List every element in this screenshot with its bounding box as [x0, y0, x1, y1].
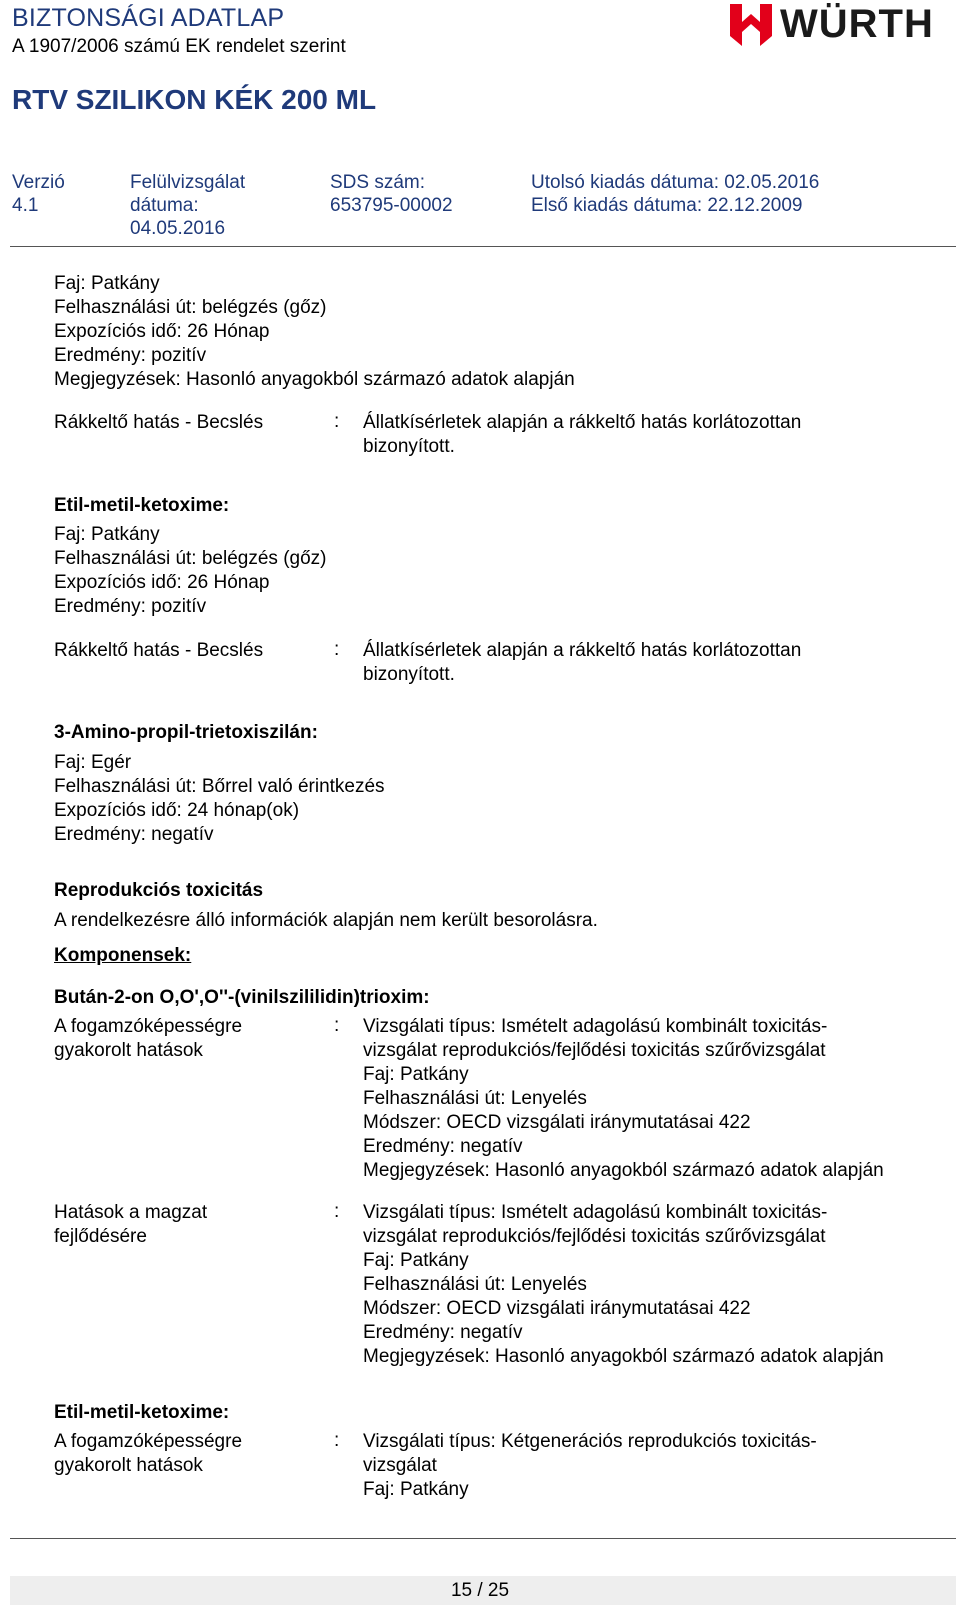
classification-statement: A rendelkezésre álló információk alapján nem került besorolásra. — [54, 910, 598, 931]
label-line: Hatások a magzat — [54, 1202, 208, 1223]
detail-line: Faj: Patkány — [54, 273, 160, 294]
regulation-subtitle: A 1907/2006 számú EK rendelet szerint — [12, 36, 346, 57]
version-label: Verzió — [12, 172, 65, 193]
fertility-details — [363, 1430, 817, 1502]
assessment-line: bizonyított. — [363, 664, 455, 685]
assessment-line: bizonyított. — [363, 436, 455, 457]
detail-line: Eredmény: negatív — [54, 824, 214, 845]
label-line: A fogamzóképességre — [54, 1016, 243, 1037]
detail-line: Vizsgálati típus: Ismételt adagolású kombinált toxicitás- — [363, 1202, 828, 1223]
detail-line: Faj: Patkány — [363, 1064, 469, 1085]
sds-number: 653795-00002 — [330, 195, 453, 216]
detail-line: vizsgálat — [363, 1455, 437, 1476]
detail-line: Faj: Egér — [54, 752, 132, 773]
colon-separator: : — [334, 1430, 340, 1451]
detail-line: Expozíciós idő: 24 hónap(ok) — [54, 800, 300, 821]
colon-separator: : — [334, 1015, 340, 1036]
label-line: gyakorolt hatások — [54, 1455, 203, 1476]
section-heading: Reprodukciós toxicitás — [54, 880, 264, 901]
detail-line: Eredmény: pozitív — [54, 345, 207, 366]
assessment-label: Rákkeltő hatás - Becslés — [54, 412, 264, 433]
detail-line: Eredmény: pozitív — [54, 596, 207, 617]
brand-name: WÜRTH — [780, 2, 934, 46]
component-heading: Bután-2-on O,O',O''-(vinilszililidin)trioxim: — [54, 987, 430, 1008]
section3-details — [54, 751, 385, 847]
detail-line: Vizsgálati típus: Ismételt adagolású kombinált toxicitás- — [363, 1016, 828, 1037]
detail-line: Módszer: OECD vizsgálati iránymutatásai 422 — [363, 1298, 751, 1319]
components-label: Komponensek: — [54, 945, 192, 966]
detail-line: vizsgálat reprodukciós/fejlődési toxicitás szűrővizsgálat — [363, 1226, 826, 1247]
component-heading: 3-Amino-propil-trietoxiszilán: — [54, 722, 318, 743]
label-line: gyakorolt hatások — [54, 1040, 203, 1061]
colon-separator: : — [334, 639, 340, 660]
fetal-development-label — [54, 1201, 207, 1249]
sds-label: SDS szám: — [330, 172, 426, 193]
fertility-label — [54, 1430, 242, 1478]
detail-line: vizsgálat reprodukciós/fejlődési toxicitás szűrővizsgálat — [363, 1040, 826, 1061]
detail-line: Eredmény: negatív — [363, 1136, 523, 1157]
first-issue-date: Első kiadás dátuma: 22.12.2009 — [531, 195, 803, 216]
product-name: RTV SZILIKON KÉK 200 ML — [12, 84, 377, 115]
last-issue-date: Utolsó kiadás dátuma: 02.05.2016 — [531, 172, 820, 193]
component-heading: Etil-metil-ketoxime: — [54, 495, 230, 516]
assessment-value — [363, 639, 801, 687]
fetal-development-details — [363, 1201, 884, 1369]
assessment-line: Állatkísérletek alapján a rákkeltő hatás korlátozottan — [363, 412, 802, 433]
section2-details — [54, 523, 326, 619]
fertility-label — [54, 1015, 242, 1063]
footer-divider — [10, 1538, 956, 1539]
detail-line: Megjegyzések: Hasonló anyagokból származó adatok alapján — [363, 1346, 884, 1367]
version-value: 4.1 — [12, 195, 39, 216]
detail-line: Felhasználási út: belégzés (gőz) — [54, 297, 327, 318]
fertility-details — [363, 1015, 884, 1183]
wurth-logo-icon — [728, 2, 774, 52]
detail-line: Eredmény: negatív — [363, 1322, 523, 1343]
detail-line: Vizsgálati típus: Kétgenerációs reprodukciós toxicitás- — [363, 1431, 817, 1452]
review-label: Felülvizsgálat — [130, 172, 246, 193]
detail-line: Felhasználási út: Lenyelés — [363, 1274, 587, 1295]
detail-line: Expozíciós idő: 26 Hónap — [54, 321, 270, 342]
assessment-label: Rákkeltő hatás - Becslés — [54, 640, 264, 661]
colon-separator: : — [334, 1201, 340, 1222]
wurth-logo — [728, 2, 954, 52]
colon-separator: : — [334, 411, 340, 432]
detail-line: Megjegyzések: Hasonló anyagokból származó adatok alapján — [363, 1160, 884, 1181]
header-divider — [10, 246, 956, 247]
detail-line: Felhasználási út: Bőrrel való érintkezés — [54, 776, 385, 797]
detail-line: Faj: Patkány — [54, 524, 160, 545]
label-line: A fogamzóképességre — [54, 1431, 243, 1452]
document-title: BIZTONSÁGI ADATLAP — [12, 4, 285, 32]
label-line: fejlődésére — [54, 1226, 147, 1247]
detail-line: Felhasználási út: belégzés (gőz) — [54, 548, 327, 569]
detail-line: Módszer: OECD vizsgálati iránymutatásai 422 — [363, 1112, 751, 1133]
assessment-value — [363, 411, 801, 459]
detail-line: Expozíciós idő: 26 Hónap — [54, 572, 270, 593]
page-number: 15 / 25 — [450, 1580, 510, 1601]
component-heading: Etil-metil-ketoxime: — [54, 1402, 230, 1423]
detail-line: Faj: Patkány — [363, 1479, 469, 1500]
section1-details — [54, 272, 575, 392]
detail-line: Faj: Patkány — [363, 1250, 469, 1271]
assessment-line: Állatkísérletek alapján a rákkeltő hatás korlátozottan — [363, 640, 802, 661]
detail-line: Megjegyzések: Hasonló anyagokból származó adatok alapján — [54, 369, 575, 390]
detail-line: Felhasználási út: Lenyelés — [363, 1088, 587, 1109]
review-date: 04.05.2016 — [130, 218, 226, 239]
review-label-2: dátuma: — [130, 195, 199, 216]
